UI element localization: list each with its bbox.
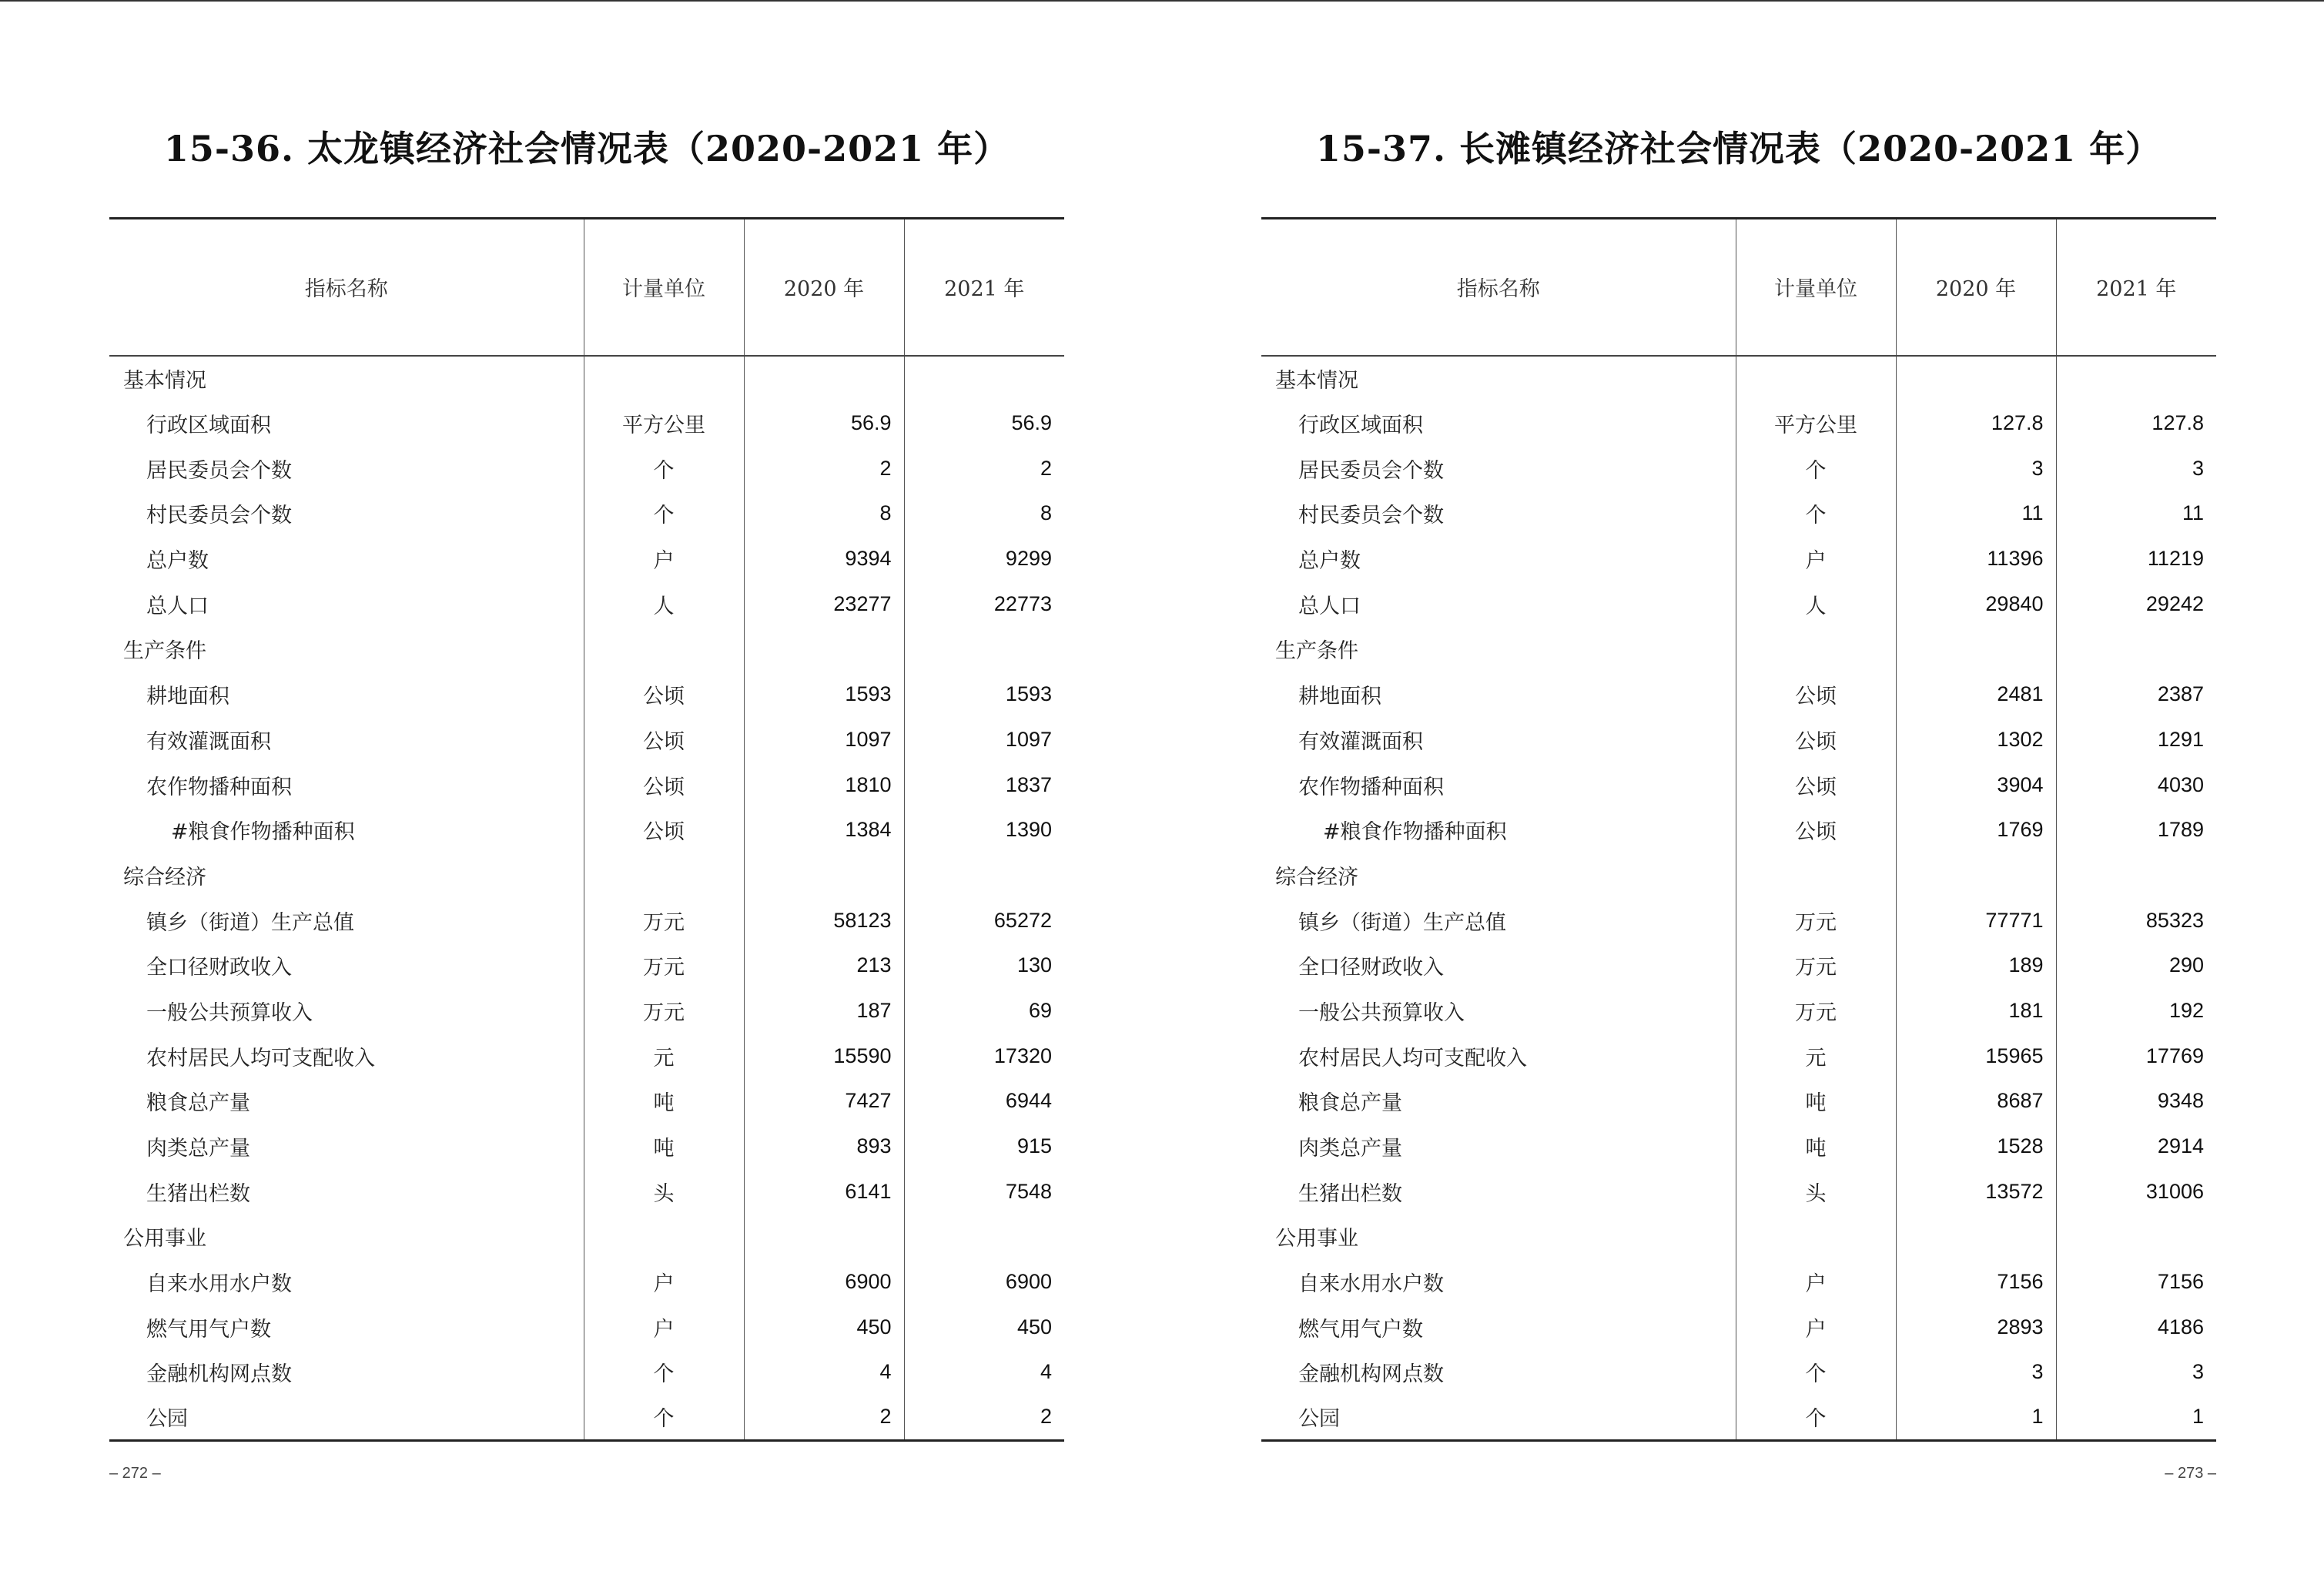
statistics-table [1261,217,2216,1442]
header-unit: 计量单位 [1736,219,1896,356]
value-2021: 130 [904,943,1064,988]
unit-cell: 户 [1736,1305,1896,1350]
unit-cell: 吨 [584,1079,744,1124]
unit-cell [1736,627,1896,672]
indicator-name: 耕地面积 [1298,685,1381,709]
table-section-row [109,356,1064,401]
table-row [1261,1034,2216,1079]
header-unit: 计量单位 [584,219,744,356]
indicator-name: 有效灌溉面积 [146,729,271,754]
indicator-name: 村民委员会个数 [1298,504,1444,528]
table-section-row [109,853,1064,898]
value-2020: 9394 [744,536,904,581]
unit-cell: 个 [1736,1350,1896,1395]
value-2021: 290 [2056,943,2216,988]
value-2020: 213 [744,943,904,988]
statistics-table-container [1261,217,2216,1442]
section-heading: 公用事业 [123,1227,206,1251]
section-heading: 生产条件 [1275,639,1358,664]
value-2021 [2056,1214,2216,1260]
unit-cell: 平方公里 [584,400,744,446]
table-row [1261,1079,2216,1124]
value-2021: 915 [904,1124,1064,1169]
unit-cell: 万元 [1736,988,1896,1034]
value-2020: 6141 [744,1169,904,1214]
page-number: – 272 – [109,1465,161,1482]
unit-cell: 个 [584,1350,744,1395]
value-2021: 17320 [904,1034,1064,1079]
table-row [1261,1305,2216,1350]
unit-cell: 公顷 [584,672,744,717]
value-2021: 1837 [904,762,1064,808]
indicator-name: 农作物播种面积 [1298,775,1444,799]
value-2021: 7156 [2056,1259,2216,1305]
unit-cell: 头 [1736,1169,1896,1214]
unit-cell [584,627,744,672]
value-2021: 7548 [904,1169,1064,1214]
indicator-name: 镇乡（街道）生产总值 [146,910,354,935]
value-2021: 11 [2056,491,2216,537]
table-row [1261,762,2216,808]
value-2021: 85323 [2056,898,2216,943]
value-2021: 1593 [904,672,1064,717]
value-2021: 1789 [2056,807,2216,853]
section-heading: 公用事业 [1275,1227,1358,1251]
value-2021: 4 [904,1350,1064,1395]
table-row [109,446,1064,491]
indicator-name: 总人口 [146,594,209,618]
table-row [109,400,1064,446]
value-2020: 13572 [1896,1169,2056,1214]
value-2021 [904,853,1064,898]
value-2020: 2 [744,446,904,491]
value-2021 [904,627,1064,672]
indicator-name: 粮食总产量 [1298,1091,1402,1116]
unit-cell: 平方公里 [1736,400,1896,446]
unit-cell [584,356,744,401]
value-2020: 15590 [744,1034,904,1079]
table-row [1261,400,2216,446]
section-heading: 基本情况 [1275,368,1358,393]
table-row [1261,672,2216,717]
value-2020: 189 [1896,943,2056,988]
unit-cell: 户 [1736,536,1896,581]
table-row [109,1034,1064,1079]
table-row [109,1259,1064,1305]
unit-cell: 吨 [1736,1124,1896,1169]
left-page [109,0,1064,1540]
page-title: 15-37. 长滩镇经济社会情况表（2020-2021 年） [1315,128,2162,169]
unit-cell: 户 [584,536,744,581]
unit-cell: 万元 [1736,943,1896,988]
value-2020 [1896,1214,2056,1260]
value-2020: 23277 [744,581,904,627]
table-row [109,1079,1064,1124]
value-2021: 2914 [2056,1124,2216,1169]
unit-cell: 公顷 [1736,672,1896,717]
value-2021 [2056,853,2216,898]
value-2021: 8 [904,491,1064,537]
unit-cell: 户 [584,1259,744,1305]
table-row [109,943,1064,988]
value-2020: 3904 [1896,762,2056,808]
unit-cell: 公顷 [584,717,744,762]
table-row [109,807,1064,853]
table-row [1261,1259,2216,1305]
unit-cell: 公顷 [584,807,744,853]
indicator-name: 行政区域面积 [1298,414,1423,438]
unit-cell [584,1214,744,1260]
table-section-row [1261,853,2216,898]
indicator-name: 粮食总产量 [146,1091,250,1116]
unit-cell: 万元 [584,988,744,1034]
value-2021: 22773 [904,581,1064,627]
unit-cell: 吨 [1736,1079,1896,1124]
indicator-name: 居民委员会个数 [146,458,292,483]
value-2020 [744,627,904,672]
table-row [109,988,1064,1034]
unit-cell: 个 [1736,446,1896,491]
section-heading: 生产条件 [123,639,206,664]
table-row [109,762,1064,808]
value-2021: 3 [2056,1350,2216,1395]
value-2021: 1097 [904,717,1064,762]
table-row [109,581,1064,627]
header-year-2020: 2020 年 [1896,219,2056,356]
value-2020: 2893 [1896,1305,2056,1350]
value-2020: 127.8 [1896,400,2056,446]
indicator-name: 镇乡（街道）生产总值 [1298,910,1506,935]
table-row [1261,988,2216,1034]
indicator-name: 公园 [1261,1395,1736,1440]
value-2021: 1390 [904,807,1064,853]
value-2021: 1291 [2056,717,2216,762]
value-2020: 1769 [1896,807,2056,853]
indicator-name: 总人口 [1298,594,1361,618]
value-2020: 1810 [744,762,904,808]
unit-cell: 个 [1736,1395,1896,1440]
value-2021: 450 [904,1305,1064,1350]
value-2020: 1 [1896,1395,2056,1440]
value-2020 [1896,627,2056,672]
statistics-table-container [109,217,1064,1442]
value-2020 [1896,356,2056,401]
unit-cell: 户 [1736,1259,1896,1305]
indicator-name: 全口径财政收入 [1298,956,1444,980]
value-2020: 77771 [1896,898,2056,943]
value-2021: 2 [904,1395,1064,1440]
value-2020: 11 [1896,491,2056,537]
indicator-name: 肉类总产量 [146,1137,250,1161]
right-page [1261,0,2216,1540]
value-2020: 15965 [1896,1034,2056,1079]
value-2021: 9348 [2056,1079,2216,1124]
section-heading: 综合经济 [1275,865,1358,889]
indicator-name: 居民委员会个数 [1298,458,1444,483]
table-row [109,491,1064,537]
value-2020: 4 [744,1350,904,1395]
header-year-2021: 2021 年 [2056,219,2216,356]
table-row [109,898,1064,943]
table-row [1261,1395,2216,1440]
indicator-name: 燃气用气户数 [1298,1317,1423,1342]
table-row [109,1395,1064,1440]
header-year-2021: 2021 年 [904,219,1064,356]
value-2021 [904,1214,1064,1260]
unit-cell: 元 [1736,1034,1896,1079]
table-row [1261,717,2216,762]
table-row [1261,807,2216,853]
value-2020: 181 [1896,988,2056,1034]
table-row [109,536,1064,581]
indicator-name: 公园 [109,1395,584,1440]
table-row [109,1124,1064,1169]
value-2020: 450 [744,1305,904,1350]
unit-cell: 公顷 [584,762,744,808]
value-2021: 9299 [904,536,1064,581]
value-2020 [744,1214,904,1260]
value-2021 [904,356,1064,401]
header-year-2020: 2020 年 [744,219,904,356]
section-heading: 综合经济 [123,865,206,889]
unit-cell: 个 [584,491,744,537]
indicator-name: 金融机构网点数 [1298,1362,1444,1387]
value-2021: 2387 [2056,672,2216,717]
indicator-name: 一般公共预算收入 [1298,1000,1465,1025]
indicator-name: 农村居民人均可支配收入 [1298,1046,1527,1070]
table-row [1261,581,2216,627]
value-2020: 1593 [744,672,904,717]
unit-cell: 公顷 [1736,807,1896,853]
unit-cell: 人 [584,581,744,627]
value-2021: 4186 [2056,1305,2216,1350]
table-section-row [1261,1214,2216,1260]
value-2020: 7156 [1896,1259,2056,1305]
value-2020: 1097 [744,717,904,762]
table-row [1261,536,2216,581]
value-2020: 893 [744,1124,904,1169]
table-body [109,356,1064,1441]
value-2021: 11219 [2056,536,2216,581]
indicator-name: 燃气用气户数 [146,1317,271,1342]
table-row [1261,446,2216,491]
unit-cell: 万元 [584,943,744,988]
value-2021: 31006 [2056,1169,2216,1214]
value-2020: 187 [744,988,904,1034]
value-2021: 6900 [904,1259,1064,1305]
unit-cell: 户 [584,1305,744,1350]
value-2021: 69 [904,988,1064,1034]
value-2021: 65272 [904,898,1064,943]
section-heading: 基本情况 [123,368,206,393]
table-section-row [1261,356,2216,401]
table-row [109,717,1064,762]
value-2021: 1 [2056,1395,2216,1440]
table-row [1261,1169,2216,1214]
indicator-name: #粮食作物播种面积 [171,820,355,845]
indicator-name: #粮食作物播种面积 [1323,820,1507,845]
value-2021: 29242 [2056,581,2216,627]
value-2021: 192 [2056,988,2216,1034]
page-number: – 273 – [2165,1465,2216,1482]
unit-cell: 个 [584,1395,744,1440]
unit-cell: 吨 [584,1124,744,1169]
indicator-name: 总户数 [1298,549,1361,574]
value-2020: 3 [1896,446,2056,491]
value-2020: 2 [744,1395,904,1440]
table-row [109,1350,1064,1395]
unit-cell: 个 [584,446,744,491]
indicator-name: 自来水用水户数 [1298,1272,1444,1297]
value-2020: 7427 [744,1079,904,1124]
table-row [109,672,1064,717]
table-row [1261,1350,2216,1395]
table-row [1261,1124,2216,1169]
indicator-name: 肉类总产量 [1298,1137,1402,1161]
header-indicator-name: 指标名称 [109,219,584,356]
value-2020: 3 [1896,1350,2056,1395]
value-2021: 4030 [2056,762,2216,808]
table-section-row [109,1214,1064,1260]
table-row [109,1305,1064,1350]
value-2020 [1896,853,2056,898]
value-2021 [2056,356,2216,401]
page-title: 15-36. 太龙镇经济社会情况表（2020-2021 年） [163,128,1010,169]
table-row [1261,491,2216,537]
indicator-name: 金融机构网点数 [146,1362,292,1387]
unit-cell: 个 [1736,491,1896,537]
value-2020: 8687 [1896,1079,2056,1124]
value-2020: 56.9 [744,400,904,446]
table-row [1261,898,2216,943]
indicator-name: 有效灌溉面积 [1298,729,1423,754]
statistics-table [109,217,1064,1442]
table-header-row [109,219,1064,356]
value-2021: 3 [2056,446,2216,491]
indicator-name: 农作物播种面积 [146,775,292,799]
value-2020: 1302 [1896,717,2056,762]
value-2021: 17769 [2056,1034,2216,1079]
value-2021: 56.9 [904,400,1064,446]
unit-cell: 元 [584,1034,744,1079]
header-indicator-name: 指标名称 [1261,219,1736,356]
unit-cell [1736,1214,1896,1260]
indicator-name: 村民委员会个数 [146,504,292,528]
indicator-name: 总户数 [146,549,209,574]
indicator-name: 自来水用水户数 [146,1272,292,1297]
value-2020: 1528 [1896,1124,2056,1169]
table-row [109,1169,1064,1214]
unit-cell: 头 [584,1169,744,1214]
value-2020: 1384 [744,807,904,853]
unit-cell [1736,853,1896,898]
unit-cell: 万元 [584,898,744,943]
table-row [1261,943,2216,988]
unit-cell: 人 [1736,581,1896,627]
table-body [1261,356,2216,1441]
value-2020: 8 [744,491,904,537]
value-2021: 2 [904,446,1064,491]
indicator-name: 生猪出栏数 [1298,1181,1402,1206]
table-section-row [1261,627,2216,672]
table-section-row [109,627,1064,672]
unit-cell [1736,356,1896,401]
value-2020: 58123 [744,898,904,943]
value-2020: 29840 [1896,581,2056,627]
value-2020 [744,356,904,401]
value-2021: 127.8 [2056,400,2216,446]
value-2020: 6900 [744,1259,904,1305]
unit-cell: 万元 [1736,898,1896,943]
value-2021: 6944 [904,1079,1064,1124]
indicator-name: 一般公共预算收入 [146,1000,313,1025]
value-2020 [744,853,904,898]
indicator-name: 农村居民人均可支配收入 [146,1046,375,1070]
value-2021 [2056,627,2216,672]
unit-cell: 公顷 [1736,762,1896,808]
indicator-name: 全口径财政收入 [146,956,292,980]
indicator-name: 行政区域面积 [146,414,271,438]
value-2020: 11396 [1896,536,2056,581]
indicator-name: 生猪出栏数 [146,1181,250,1206]
value-2020: 2481 [1896,672,2056,717]
table-header-row [1261,219,2216,356]
indicator-name: 耕地面积 [146,685,229,709]
unit-cell: 公顷 [1736,717,1896,762]
unit-cell [584,853,744,898]
